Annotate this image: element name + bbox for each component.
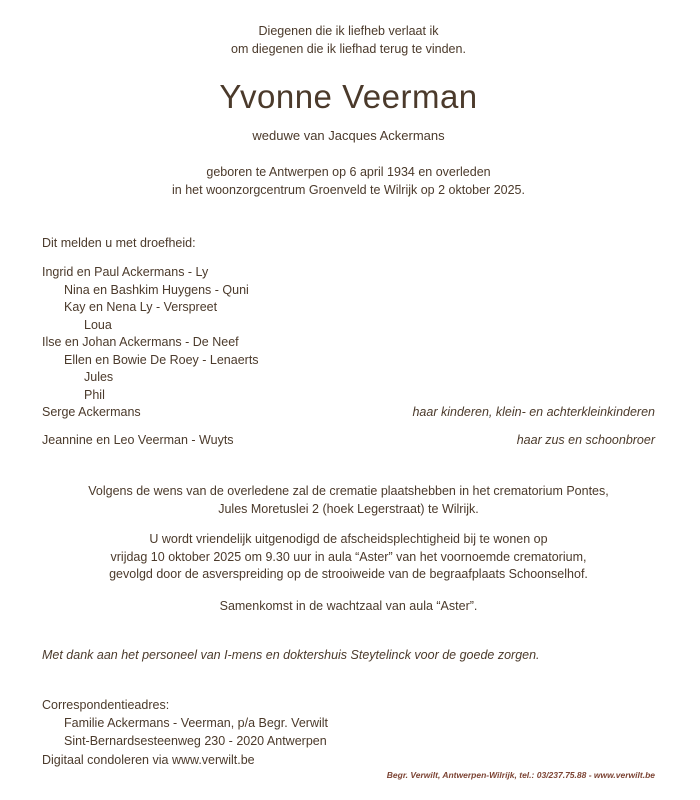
life-dates bbox=[42, 163, 655, 199]
family-line bbox=[42, 299, 655, 317]
family-line bbox=[42, 404, 655, 422]
correspondence-label: Correspondentieadres: bbox=[42, 697, 170, 712]
family-name: Loua bbox=[84, 317, 112, 332]
family-line bbox=[42, 282, 655, 300]
family-name: Phil bbox=[84, 387, 105, 402]
family-line bbox=[42, 334, 655, 352]
family-name: Jeannine en Leo Veerman - Wuyts bbox=[42, 432, 234, 447]
family-line bbox=[42, 264, 655, 282]
quote-line-1: Diegenen die ik liefheb verlaat ik bbox=[258, 24, 439, 38]
correspondence-address: Sint-Bernardsesteenweg 230 - 2020 Antwerpen bbox=[64, 733, 327, 748]
announcement-intro: Dit melden u met droefheid: bbox=[42, 235, 196, 250]
cremation-info bbox=[42, 483, 655, 518]
correspondence-family: Familie Ackermans - Veerman, p/a Begr. Verwilt bbox=[64, 715, 328, 730]
deceased-name: Yvonne Veerman bbox=[219, 78, 478, 115]
family-name: Nina en Bashkim Huygens - Quni bbox=[64, 282, 249, 297]
family-line bbox=[42, 387, 655, 405]
relation-note: haar zus en schoonbroer bbox=[516, 432, 655, 447]
invitation-line-3: gevolgd door de asverspreiding op de strooiweide van de begraafplaats Schoonselhof. bbox=[109, 567, 588, 581]
family-name: Serge Ackermans bbox=[42, 405, 141, 419]
gathering-info: Samenkomst in de wachtzaal van aula “Aster”. bbox=[219, 598, 478, 613]
family-name: Jules bbox=[84, 370, 114, 384]
opening-quote bbox=[42, 22, 655, 58]
cremation-line-1: Volgens de wens van de overledene zal de crematie plaatshebben in het crematorium Pontes, bbox=[88, 484, 609, 498]
relation-note: haar kinderen, klein- en achterkleinkinderen bbox=[412, 405, 655, 419]
family-line bbox=[42, 317, 655, 335]
family-line-sister bbox=[42, 432, 655, 450]
family-name: Ellen en Bowie De Roey - Lenaerts bbox=[64, 352, 259, 367]
cremation-line-2: Jules Moretuslei 2 (hoek Legerstraat) te Wilrijk. bbox=[218, 501, 479, 516]
family-name: Kay en Nena Ly - Verspreet bbox=[64, 300, 218, 314]
thanks-note: Met dank aan het personeel van I-mens en doktershuis Steytelinck voor de goede zorgen. bbox=[42, 648, 540, 662]
family-line bbox=[42, 352, 655, 370]
invitation-line-1: U wordt vriendelijk uitgenodigd de afscheidsplechtigheid bij te wonen op bbox=[149, 532, 548, 546]
correspondence-block bbox=[42, 696, 655, 750]
invitation-info bbox=[42, 531, 655, 584]
invitation-line-2: vrijdag 10 oktober 2025 om 9.30 uur in aula “Aster” van het voornoemde crematorium, bbox=[110, 549, 587, 564]
digital-condolence-line: Digitaal condoleren via www.verwilt.be bbox=[42, 752, 255, 767]
quote-line-2: om diegenen die ik liefhad terug te vinden. bbox=[231, 42, 466, 56]
family-list bbox=[42, 264, 655, 449]
family-name: Ilse en Johan Ackermans - De Neef bbox=[42, 335, 239, 349]
family-name: Ingrid en Paul Ackermans - Ly bbox=[42, 265, 209, 279]
funeral-home-footer: Begr. Verwilt, Antwerpen-Wilrijk, tel.: 03/237.75.88 - www.verwilt.be bbox=[386, 770, 655, 780]
death-line: in het woonzorgcentrum Groenveld te Wilrijk op 2 oktober 2025. bbox=[172, 182, 525, 197]
birth-line: geboren te Antwerpen op 6 april 1934 en overleden bbox=[206, 164, 491, 179]
family-line bbox=[42, 369, 655, 387]
relation-to-spouse: weduwe van Jacques Ackermans bbox=[252, 128, 445, 143]
